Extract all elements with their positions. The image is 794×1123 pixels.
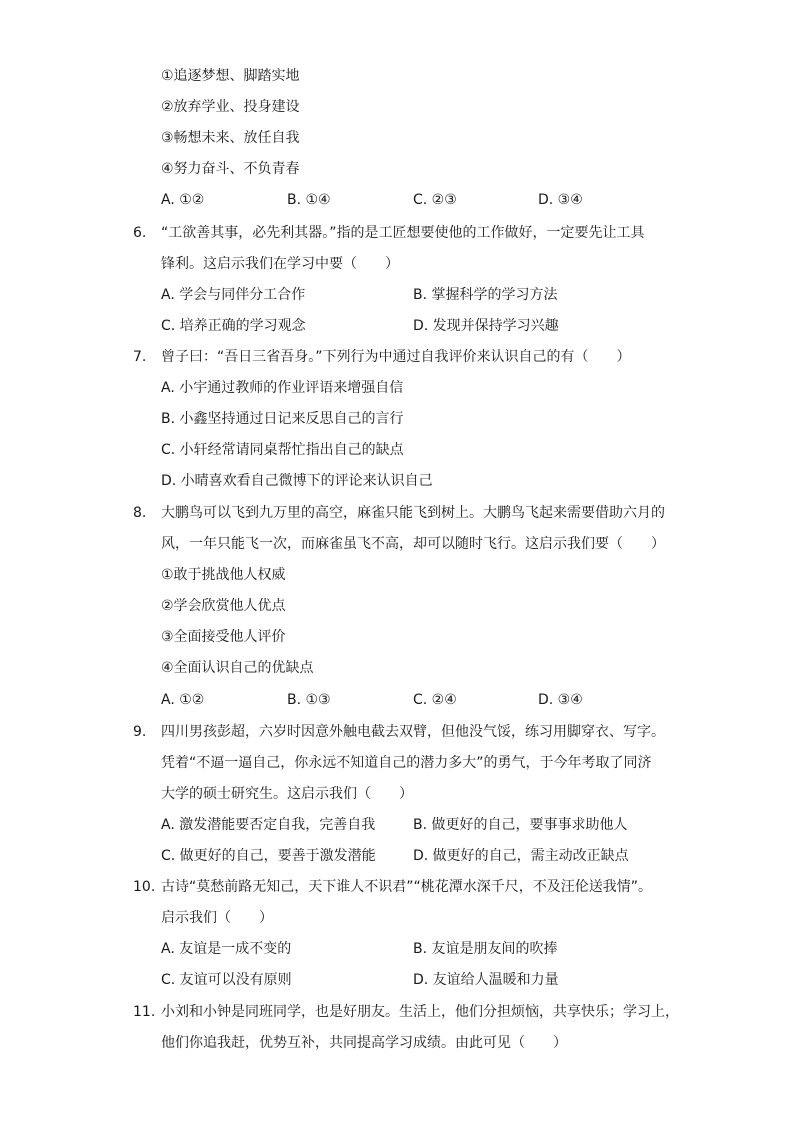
q7-option-d: D. 小晴喜欢看自己微博下的评论来认识自己 bbox=[161, 473, 433, 489]
q8-option-a: A. ①② bbox=[161, 692, 205, 708]
q5-option-b: B. ①④ bbox=[287, 192, 331, 208]
q10-stem-line-1: 古诗“莫愁前路无知己，天下谁人不识君”“桃花潭水深千尺，不及汪伦送我情”。 bbox=[161, 879, 653, 895]
q6-number: 6. bbox=[133, 225, 147, 241]
q6-stem-line-1: “工欲善其事，必先利其器。”指的是工匠想要使他的工作做好，一定要先让工具 bbox=[161, 225, 645, 241]
q11-stem-line-1: 小刘和小钟是同班同学，也是好朋友。生活上，他们分担烦恼，共享快乐；学习上， bbox=[161, 1004, 679, 1020]
q7-number: 7. bbox=[133, 349, 147, 365]
q9-stem-line-2: 凭着“不逼一逼自己，你永远不知道自己的潜力多大”的勇气，于今年考取了同济 bbox=[161, 755, 652, 771]
q5-item-3: ③畅想未来、放任自我 bbox=[161, 130, 300, 146]
q10-option-a: A. 友谊是一成不变的 bbox=[161, 941, 292, 957]
q6-option-d: D. 发现并保持学习兴趣 bbox=[413, 318, 559, 334]
q5-item-1: ①追逐梦想、脚踏实地 bbox=[161, 68, 300, 84]
q8-item-3: ③全面接受他人评价 bbox=[161, 629, 286, 645]
q11-stem-line-2: 他们你追我赶，优势互补，共同提高学习成绩。由此可见（ ） bbox=[161, 1035, 567, 1051]
q11-number: 11. bbox=[133, 1004, 156, 1020]
q9-stem-line-3: 大学的硕士研究生。这启示我们（ ） bbox=[161, 786, 413, 802]
q8-item-4: ④全面认识自己的优缺点 bbox=[161, 660, 314, 676]
q8-stem-line-1: 大鹏鸟可以飞到九万里的高空，麻雀只能飞到树上。大鹏鸟飞起来需要借助六月的 bbox=[161, 505, 665, 521]
q6-option-c: C. 培养正确的学习观念 bbox=[161, 318, 306, 334]
q10-option-d: D. 友谊给人温暖和力量 bbox=[413, 972, 559, 988]
q9-option-b: B. 做更好的自己，要事事求助他人 bbox=[413, 817, 628, 833]
q5-option-a: A. ①② bbox=[161, 192, 205, 208]
q7-option-b: B. 小鑫坚持通过日记来反思自己的言行 bbox=[161, 411, 404, 427]
q9-option-c: C. 做更好的自己，要善于激发潜能 bbox=[161, 848, 376, 864]
q7-option-a: A. 小宇通过教师的作业评语来增强自信 bbox=[161, 380, 404, 396]
q8-option-c: C. ②④ bbox=[413, 692, 457, 708]
q10-number: 10. bbox=[133, 879, 156, 895]
q5-item-4: ④努力奋斗、不负青春 bbox=[161, 161, 300, 177]
q7-option-c: C. 小轩经常请同桌帮忙指出自己的缺点 bbox=[161, 442, 404, 458]
q8-option-b: B. ①③ bbox=[287, 692, 331, 708]
q5-option-c: C. ②③ bbox=[413, 192, 457, 208]
q5-option-d: D. ③④ bbox=[538, 192, 583, 208]
q6-option-a: A. 学会与同伴分工合作 bbox=[161, 287, 306, 303]
q8-number: 8. bbox=[133, 505, 147, 521]
q7-stem-line-1: 曾子曰：“吾日三省吾身。”下列行为中通过自我评价来认识自己的有（ ） bbox=[161, 349, 631, 365]
q9-stem-line-1: 四川男孩彭超，六岁时因意外触电截去双臂，但他没气馁，练习用脚穿衣、写字。 bbox=[161, 724, 665, 740]
q9-option-a: A. 激发潜能要否定自我，完善自我 bbox=[161, 817, 376, 833]
q10-option-b: B. 友谊是朋友间的吹捧 bbox=[413, 941, 558, 957]
q5-item-2: ②放弃学业、投身建设 bbox=[161, 99, 300, 115]
q8-item-1: ①敢于挑战他人权威 bbox=[161, 567, 286, 583]
q6-option-b: B. 掌握科学的学习方法 bbox=[413, 287, 558, 303]
q9-option-d: D. 做更好的自己，需主动改正缺点 bbox=[413, 848, 629, 864]
q8-item-2: ②学会欣赏他人优点 bbox=[161, 598, 286, 614]
q9-number: 9. bbox=[133, 724, 147, 740]
q8-option-d: D. ③④ bbox=[538, 692, 583, 708]
q8-stem-line-2: 风，一年只能飞一次，而麻雀虽飞不高，却可以随时飞行。这启示我们要（ ） bbox=[161, 536, 665, 552]
q6-stem-line-2: 锋利。这启示我们在学习中要（ ） bbox=[161, 256, 399, 272]
q10-option-c: C. 友谊可以没有原则 bbox=[161, 972, 292, 988]
q10-stem-line-2: 启示我们（ ） bbox=[161, 910, 273, 926]
